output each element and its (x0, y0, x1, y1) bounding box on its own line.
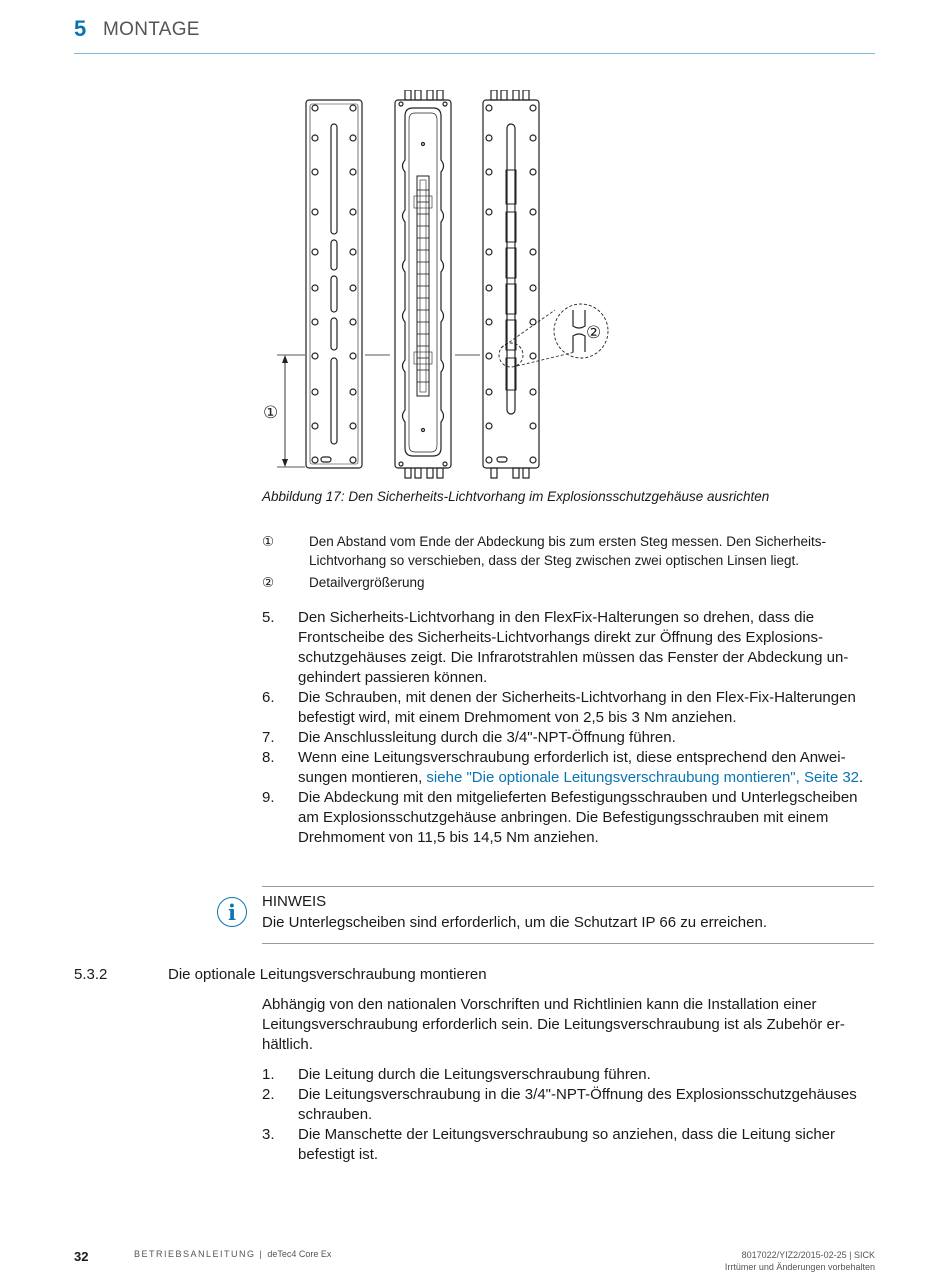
chapter-number: 5 (74, 16, 87, 41)
step-text-end: . (859, 769, 864, 786)
step-text: Die Leitungsverschraubung in die 3/4"-NPT-Öffnung des Explosionsschutzgehäuses schrauben. (298, 1086, 857, 1123)
step-number: 3. (262, 1126, 275, 1143)
mounting-figure (255, 90, 615, 485)
notice-box (228, 886, 874, 944)
chapter-title: MONTAGE (103, 19, 200, 40)
step-number: 6. (262, 689, 275, 706)
disclaimer: Irrtümer und Änderungen vorbehalten (724, 1262, 875, 1272)
step-item (262, 608, 874, 688)
step-number: 5. (262, 609, 275, 626)
step-text: Die Manschette der Leitungsverschraubung so anziehen, dass die Leitung sicher befestigt ist. (298, 1126, 835, 1163)
left-plate-holes (312, 105, 356, 463)
footer-right (725, 1249, 875, 1273)
step-item (262, 1125, 874, 1165)
figure-caption: Abbildung 17: Den Sicherheits-Lichtvorhang im Explosionsschutzgehäuse ausrichten (262, 489, 770, 504)
step-item (262, 1085, 874, 1125)
document-id: 8017022/YIZ2/2015-02-25 | SICK (741, 1250, 875, 1260)
step-item (262, 788, 874, 848)
step-text: Die Leitung durch die Leitungsverschraubung führen. (298, 1066, 651, 1083)
step-item (262, 748, 874, 788)
legend-text: Den Abstand vom Ende der Abdeckung bis zum ersten Steg messen. Den Sicherheits-Lichtvorhang so verschieben, dass der Steg zwischen zwei optischen Linsen liegt. (309, 534, 827, 568)
section-paragraph: Abhängig von den nationalen Vorschriften und Richtlinien kann die Installation einer Leitungsverschraubung erforderlich sein. Die Leitungsverschraubung ist als Zubehör erhältlich. (262, 996, 845, 1053)
step-number: 9. (262, 789, 275, 806)
legend-number: ① (262, 534, 275, 549)
legend-item (262, 573, 872, 592)
product-name: deTec4 Core Ex (267, 1249, 332, 1259)
legend-text: Detailvergrößerung (309, 575, 425, 590)
step-number: 2. (262, 1086, 275, 1103)
figure-legend (262, 532, 872, 595)
callout-1: ① (263, 403, 279, 423)
footer-document-label (134, 1249, 331, 1259)
section-title: Die optionale Leitungsverschraubung montieren (168, 966, 487, 983)
legend-number: ② (262, 575, 275, 590)
doc-separator: | (255, 1249, 268, 1259)
section-number: 5.3.2 (74, 966, 108, 983)
step-text: Die Schrauben, mit denen der Sicherheits-Lichtvorhang in den Flex-Fix-Halterungen befestigt wird, mit einem Drehmoment von 2,5 bis 3 Nm anziehen. (298, 689, 856, 726)
legend-item (262, 532, 872, 570)
step-text: Den Sicherheits-Lichtvorhang in den FlexFix-Halterungen so drehen, dass die Frontscheibe des Sicherheits-Lichtvorhangs direkt zur Öffnung des Explosionsschutzgehäuses zeigt. Die Infrarotstrahlen müssen das Fenster der Abdeckung ungehindert passieren können. (298, 609, 849, 686)
section-steps (262, 1065, 874, 1165)
step-text: Wenn eine Leitungsverschraubung erforderlich ist, diese entsprechend den Anweisungen montieren, (298, 749, 846, 786)
alignment-drawing (255, 90, 615, 485)
step-item (262, 1065, 874, 1085)
notice-text: Die Unterlegscheiben sind erforderlich, um die Schutzart IP 66 zu erreichen. (262, 914, 767, 931)
page-number: 32 (74, 1249, 89, 1264)
step-number: 7. (262, 729, 275, 746)
light-curtain-lenses (417, 190, 429, 382)
cross-reference-link[interactable]: siehe "Die optionale Leitungsverschraubung montieren", Seite 32 (426, 769, 860, 786)
step-text: Die Anschlussleitung durch die 3/4"-NPT-Öffnung führen. (298, 729, 676, 746)
instruction-steps (262, 608, 874, 848)
doc-label: BETRIEBSANLEITUNG (134, 1249, 256, 1259)
info-icon: i (217, 897, 247, 927)
page-header (74, 16, 875, 54)
step-number: 8. (262, 749, 275, 766)
notice-title: HINWEIS (262, 893, 327, 910)
step-item (262, 728, 874, 748)
callout-2: ② (586, 323, 602, 343)
step-number: 1. (262, 1066, 275, 1083)
step-text: Die Abdeckung mit den mitgelieferten Befestigungsschrauben und Unterlegscheiben am Explosionsschutzgehäuse anbringen. Die Befestigungsschrauben mit einem Drehmoment von 11,5 bis 14,5 Nm anziehen. (298, 789, 858, 846)
step-item (262, 688, 874, 728)
